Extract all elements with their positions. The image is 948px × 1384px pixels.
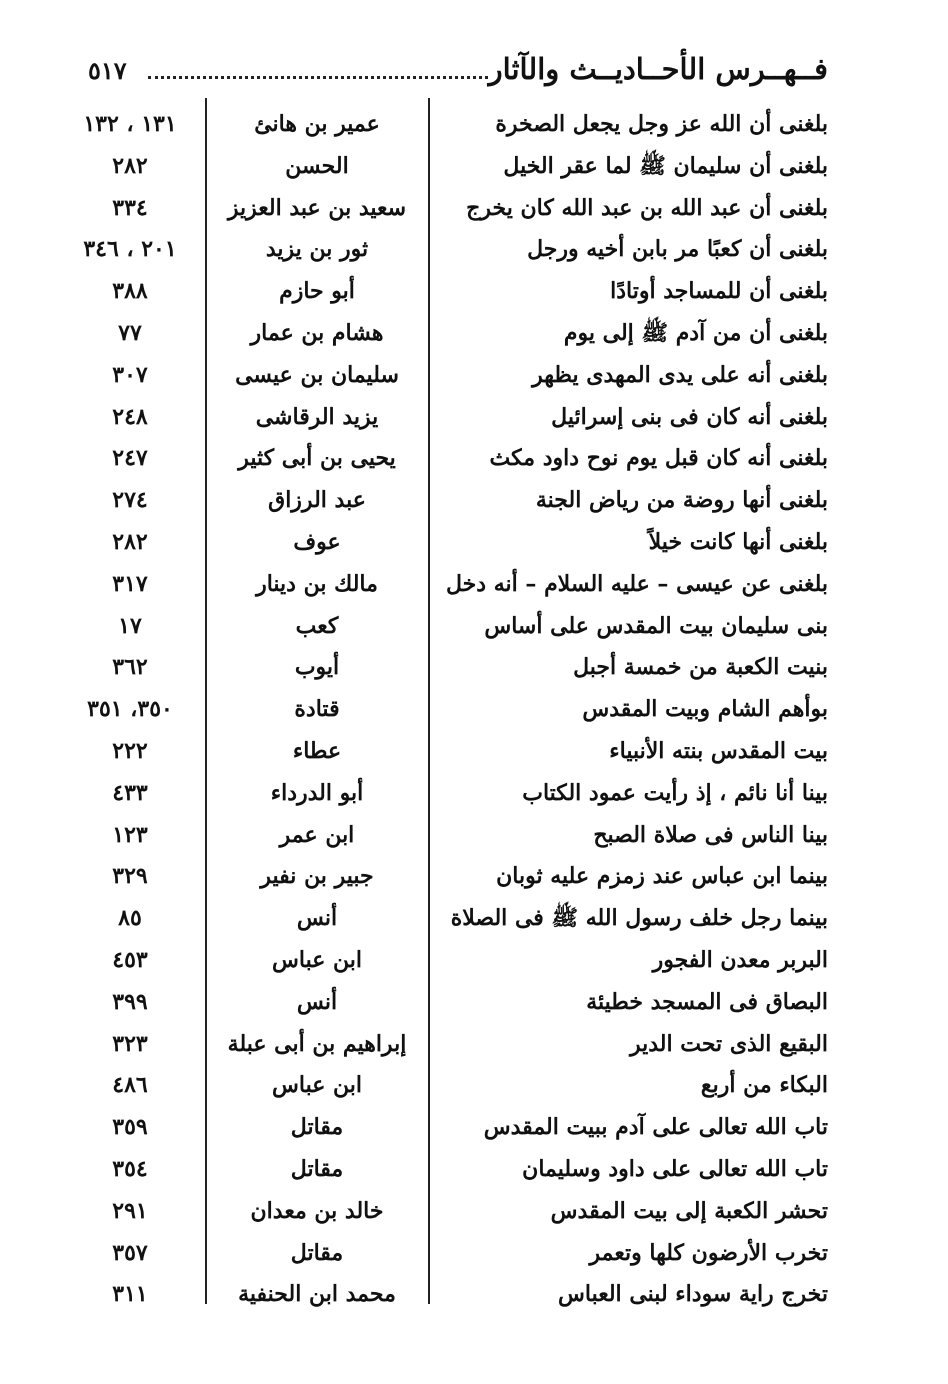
page-reference: ٣٠٧ [112, 361, 148, 388]
hadith-text: بلغنى أنها كانت خيلاً [648, 528, 828, 555]
hadith-text: بلغنى أن عبد الله بن عبد الله كان يخرج [466, 194, 828, 221]
narrator-name: عطاء [292, 737, 342, 764]
hadith-text: تخرج راية سوداء لبنى العباس [558, 1281, 828, 1308]
hadith-text: بلغنى عن عيسى – عليه السلام – أنه دخل [446, 570, 828, 597]
narrator-name: ثور بن يزيد [265, 236, 369, 263]
hadith-text: بيت المقدس بنته الأنبياء [609, 737, 828, 764]
narrator-name: أبو الدرداء [270, 779, 364, 806]
page-reference: ٢٩١ [112, 1197, 148, 1224]
hadith-text: بلغنى أن الله عز وجل يجعل الصخرة [495, 111, 828, 137]
page-reference: ٢٤٧ [112, 445, 148, 472]
hadith-text: بنيت الكعبة من خمسة أجبل [573, 654, 828, 681]
hadith-text: تخرب الأرضون كلها وتعمر [589, 1239, 828, 1266]
table-row [0, 689, 948, 731]
hadith-text: بلغنى أنه على يدى المهدى يظهر [532, 361, 828, 388]
hadith-text: بينما ابن عباس عند زمزم عليه ثوبان [496, 863, 828, 890]
narrator-name: إبراهيم بن أبى عبلة [227, 1030, 407, 1057]
hadith-text: البقيع الذى تحت الدير [629, 1030, 828, 1057]
page-reference: ١٧ [118, 612, 142, 639]
page-reference: ١٣١ ، ١٣٢ [83, 111, 177, 137]
table-row [0, 731, 948, 773]
page-reference: ٨٥ [118, 905, 142, 932]
index-table [0, 104, 948, 1316]
table-row [0, 606, 948, 648]
table-row [0, 188, 948, 230]
page-reference: ٣١٧ [112, 570, 148, 597]
table-row [0, 271, 948, 313]
narrator-name: جبير بن نفير [260, 863, 374, 890]
narrator-name: محمد ابن الحنفية [238, 1281, 396, 1308]
table-row [0, 1149, 948, 1191]
narrator-name: أنس [296, 988, 338, 1015]
table-row [0, 313, 948, 355]
page-reference: ٣٩٩ [112, 988, 148, 1015]
narrator-name: سليمان بن عيسى [235, 361, 399, 388]
table-row [0, 355, 948, 397]
hadith-text: بينا الناس فى صلاة الصبح [593, 821, 828, 848]
hadith-text: بلغنى أن سليمان ﷺ لما عقر الخيل [503, 152, 828, 179]
narrator-name: يزيد الرقاشى [255, 403, 379, 430]
table-row [0, 1191, 948, 1233]
narrator-name: مقاتل [290, 1155, 344, 1182]
narrator-name: أيوب [294, 654, 340, 681]
table-row [0, 564, 948, 606]
table-row [0, 898, 948, 940]
hadith-text: بلغنى أنه كان فى بنى إسرائيل [551, 403, 828, 430]
narrator-name: سعيد بن عبد العزيز [227, 194, 407, 221]
hadith-text: تحشر الكعبة إلى بيت المقدس [550, 1197, 828, 1224]
table-row [0, 146, 948, 188]
table-row [0, 1065, 948, 1107]
narrator-name: عمير بن هانئ [254, 111, 380, 137]
page-reference: ٤٥٣ [112, 946, 148, 973]
page-reference: ٣١١ [112, 1281, 148, 1308]
table-row [0, 940, 948, 982]
page-reference: ٢٨٢ [112, 528, 148, 555]
page-reference: ٢٠١ ، ٣٤٦ [83, 236, 177, 263]
narrator-name: ابن عباس [272, 946, 362, 973]
hadith-text: بلغنى أنها روضة من رياض الجنة [535, 487, 828, 514]
page-reference: ٢٧٤ [112, 487, 148, 514]
narrator-name: يحيى بن أبى كثير [238, 445, 396, 472]
page-reference: ٣٥٠، ٣٥١ [87, 696, 173, 723]
page-reference: ٣٥٧ [112, 1239, 148, 1266]
table-row [0, 856, 948, 898]
page-reference: ٢٤٨ [112, 403, 148, 430]
page-reference: ٤٨٦ [112, 1072, 148, 1099]
narrator-name: هشام بن عمار [250, 319, 384, 346]
page-reference: ٣٦٢ [112, 654, 148, 681]
table-row [0, 1274, 948, 1316]
table-row [0, 647, 948, 689]
page-reference: ٣٥٩ [112, 1114, 148, 1141]
hadith-text: بوأهم الشام وبيت المقدس [582, 696, 828, 723]
page-reference: ٣٣٤ [112, 194, 148, 221]
page-reference: ٢٢٢ [112, 737, 148, 764]
page-number: ٥١٧ [88, 56, 127, 85]
table-row [0, 397, 948, 439]
hadith-text: بينا أنا نائم ، إذ رأيت عمود الكتاب [522, 779, 828, 806]
hadith-text: بلغنى أن للمساجد أوتادًا [610, 278, 828, 305]
header-dotted-leader [148, 76, 488, 79]
narrator-name: مالك بن دينار [256, 570, 378, 597]
narrator-name: مقاتل [290, 1114, 344, 1141]
narrator-name: ابن عمر [279, 821, 355, 848]
narrator-name: الحسن [285, 152, 349, 179]
page-title: فــهــرس الأحــاديــث والآثار [488, 52, 828, 86]
hadith-text: تاب الله تعالى على داود وسليمان [522, 1155, 828, 1182]
table-row [0, 1024, 948, 1066]
page-reference: ٣٢٣ [112, 1030, 148, 1057]
table-row [0, 438, 948, 480]
table-row [0, 522, 948, 564]
hadith-text: بينما رجل خلف رسول الله ﷺ فى الصلاة [450, 905, 828, 932]
hadith-text: تاب الله تعالى على آدم ببيت المقدس [483, 1114, 828, 1141]
hadith-text: البكاء من أربع [700, 1072, 828, 1099]
narrator-name: أنس [296, 905, 338, 932]
hadith-text: بلغنى أن كعبًا مر بابن أخيه ورجل [527, 236, 828, 263]
narrator-name: ابن عباس [272, 1072, 362, 1099]
narrator-name: عوف [293, 528, 341, 555]
narrator-name: خالد بن معدان [250, 1197, 384, 1224]
narrator-name: كعب [295, 612, 339, 639]
page-reference: ٣٨٨ [112, 278, 148, 305]
narrator-name: مقاتل [290, 1239, 344, 1266]
narrator-name: عبد الرزاق [268, 487, 366, 514]
hadith-text: البربر معدن الفجور [652, 946, 828, 973]
narrator-name: قتادة [294, 696, 340, 723]
hadith-text: بنى سليمان بيت المقدس على أساس [484, 612, 828, 639]
hadith-text: بلغنى أنه كان قبل يوم نوح داود مكث [489, 445, 828, 472]
page-reference: ١٢٣ [112, 821, 148, 848]
hadith-text: بلغنى أن من آدم ﷺ إلى يوم [563, 319, 828, 346]
table-row [0, 480, 948, 522]
table-row [0, 229, 948, 271]
narrator-name: أبو حازم [279, 278, 355, 305]
table-row [0, 1107, 948, 1149]
page-reference: ٤٣٣ [112, 779, 148, 806]
page-reference: ٢٨٢ [112, 152, 148, 179]
table-row [0, 982, 948, 1024]
table-row [0, 1233, 948, 1275]
table-row [0, 773, 948, 815]
table-row [0, 815, 948, 857]
hadith-text: البصاق فى المسجد خطيئة [586, 988, 828, 1015]
page-reference: ٧٧ [118, 319, 142, 346]
page-reference: ٣٢٩ [112, 863, 148, 890]
page-header [88, 52, 828, 92]
page-reference: ٣٥٤ [112, 1155, 148, 1182]
table-row [0, 104, 948, 146]
